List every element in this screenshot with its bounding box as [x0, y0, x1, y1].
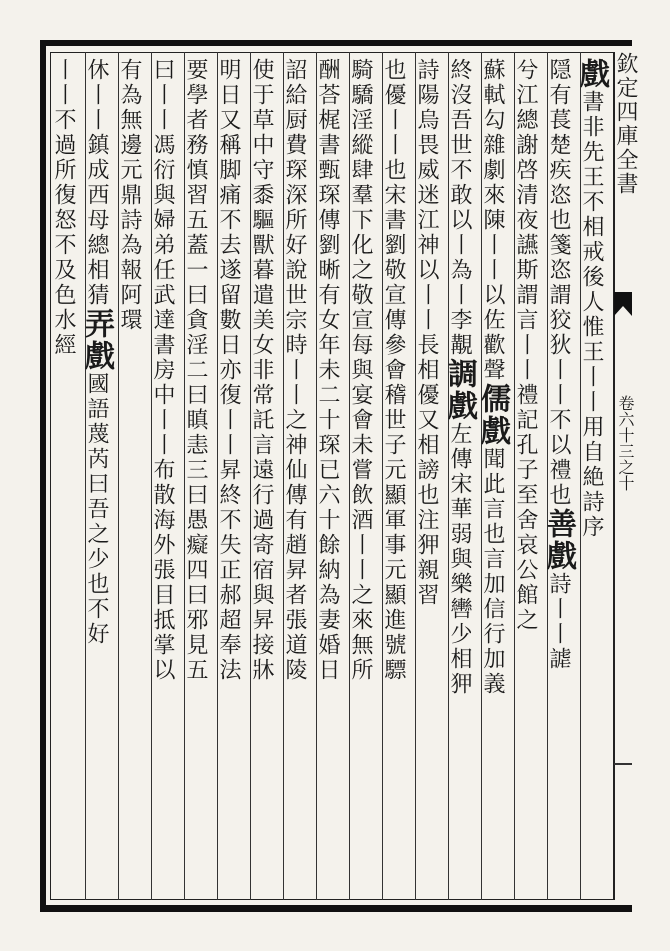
text-column: [513, 58, 545, 896]
text-column: [475, 58, 512, 896]
text-column: [51, 58, 83, 896]
headword: 善戲: [541, 508, 576, 572]
fish-tail-mark-icon: [614, 292, 632, 316]
text-segment: 休丨丨鎮成西母總相猜: [84, 58, 109, 308]
text-segment: 要學者務慎習五蓋一曰貪淫二曰瞋恚三曰愚癡四曰邪見五: [183, 58, 208, 683]
text-segment: 書非先王不相戒後人惟王丨丨用自絶詩序: [579, 90, 604, 540]
text-column: [150, 58, 182, 896]
text-segment: 隠有萇楚疾恣也箋恣謂狡狄丨丨不以禮也: [546, 58, 571, 508]
text-column: [183, 58, 215, 896]
text-segment: 明日又稱脚痛不去遂留數日亦復丨丨昇終不失正郝超奉法: [216, 58, 241, 683]
text-column: [381, 58, 413, 896]
text-segment: 國語蔑芮曰吾之少也不好: [84, 372, 109, 647]
text-segment: 詔給厨費琛深所好說世宗時丨丨之神仙傳有趙昇者張道陵: [282, 58, 307, 683]
text-column: [348, 58, 380, 896]
text-segment: 丨丨不過所復怒不及色水經: [51, 58, 76, 358]
text-segment: 曰丨丨馮衍與婦弟任武達書房中丨丨布散海外張目抵掌以: [150, 58, 175, 683]
gutter-tick: [614, 763, 632, 765]
text-segment: 長相優又相謗也注狎親習: [414, 333, 439, 608]
text-column: [414, 58, 446, 896]
text-segment: 終沒吾世不敢以丨為丨李覯: [447, 58, 472, 358]
text-column: [442, 58, 479, 896]
text-segment: 有為無邊元鼎詩為報阿環: [117, 58, 142, 333]
text-segment: 蘇軾勾雜劇來陳丨丨以佐歡聲: [480, 58, 505, 383]
gutter-juan-number: 卷六十三之十: [616, 395, 635, 491]
text-segment: 詩丨丨謔: [546, 572, 571, 672]
text-segment: 詩陽烏畏威迷江神以丨丨: [414, 58, 439, 333]
headword: 調戲: [442, 358, 477, 422]
text-column: [315, 58, 347, 896]
headword: 弄戲: [79, 308, 114, 372]
gutter-title: 欽定四庫全書: [613, 52, 638, 196]
text-column: [282, 58, 314, 896]
text-column: [117, 58, 149, 896]
text-segment: 酬荅梶書甄琛傳劉晰有女年未二十琛已六十餘納為妻婚日: [315, 58, 340, 683]
text-column: [574, 58, 611, 896]
headword: 儒戲: [475, 383, 510, 447]
text-segment: 兮江總謝啓清夜讌斯謂言丨丨禮記孔子至舍哀公館之: [513, 58, 538, 633]
text-column: [216, 58, 248, 896]
text-segment: 騎驕淫縱肆羣下化之敬宣每與宴會未嘗飲酒丨丨之來無所: [348, 58, 373, 683]
headword: 戲: [574, 58, 609, 90]
text-segment: 使于草中守黍驅獸暮遣美女非常託言遠行過寄宿與昇接牀: [249, 58, 274, 683]
text-column: [79, 58, 116, 896]
text-segment: 也優丨丨也宋書劉敬宣傳參會稽世子元顯軍事元顯進號驃: [381, 58, 406, 683]
text-column: [249, 58, 281, 896]
text-segment: 聞此言也言加信行加義: [480, 447, 505, 697]
text-segment: 左傳宋華弱與樂轡少相狎: [447, 422, 472, 697]
text-column: [541, 58, 578, 896]
